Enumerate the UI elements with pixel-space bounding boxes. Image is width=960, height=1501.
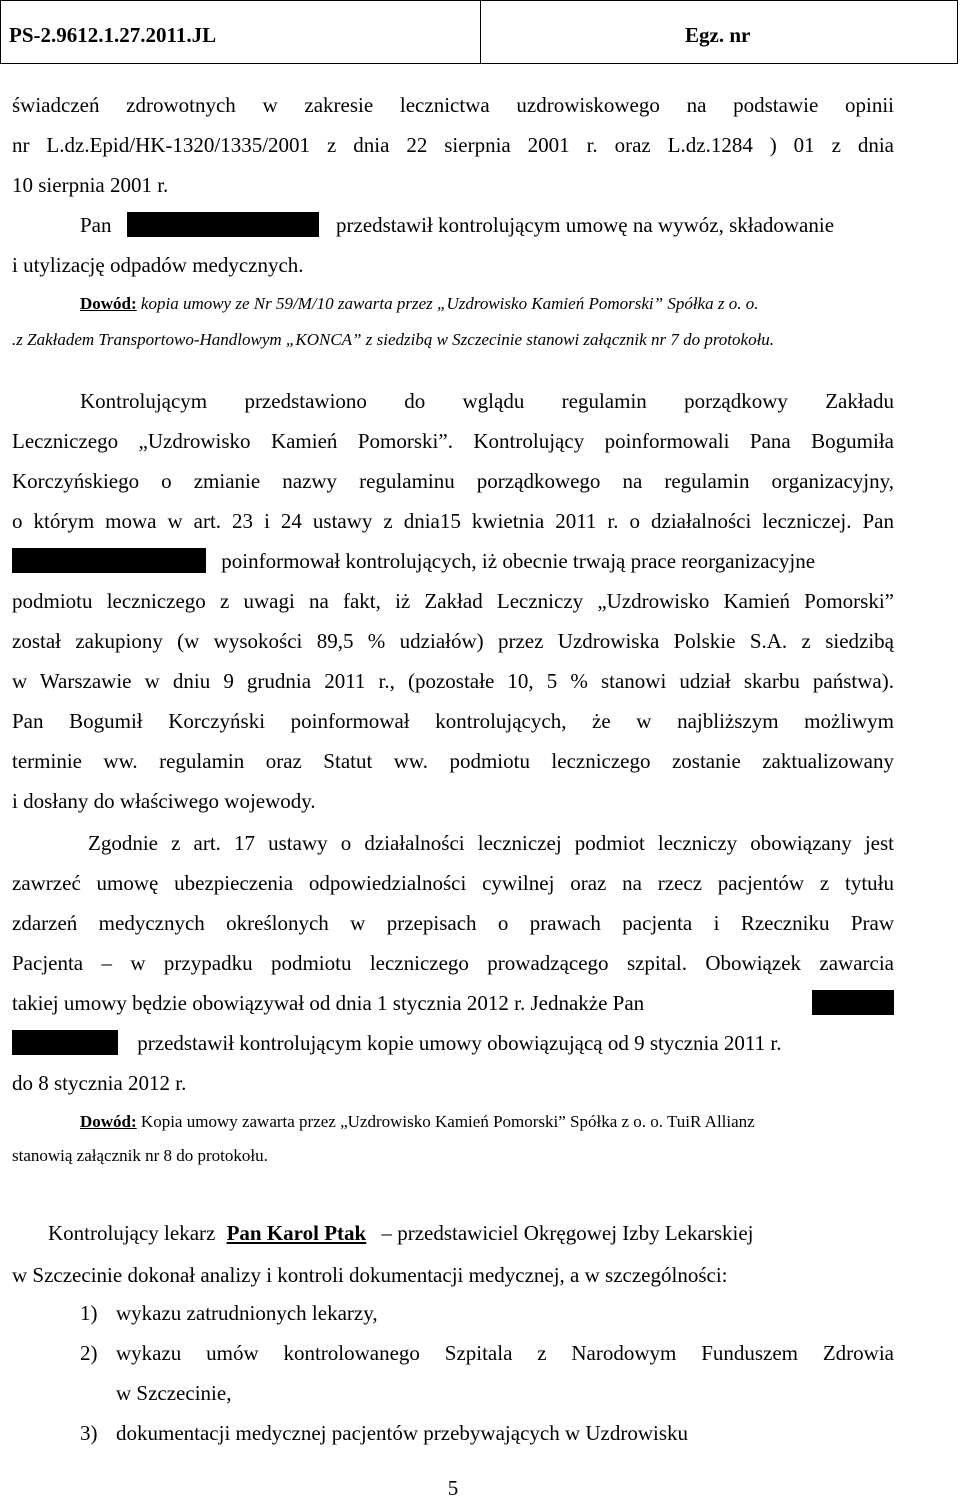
text-line: terminie ww. regulamin oraz Statut ww. podmiotu leczniczego zostanie zaktualizowany	[12, 749, 894, 773]
text-line	[12, 1030, 894, 1056]
text-line: i dosłany do właściwego wojewody.	[12, 789, 316, 813]
list-item: w Szczecinie,	[116, 1381, 232, 1405]
redaction-block	[127, 212, 319, 237]
text-line: Korczyńskiego o zmianie nazwy regulaminu porządkowego na regulamin organizacyjny,	[12, 469, 894, 493]
text-line: Kontrolującym przedstawiono do wglądu regulamin porządkowy Zakładu	[80, 389, 894, 413]
text-line: zdarzeń medycznych określonych w przepisach o prawach pacjenta i Rzeczniku Praw	[12, 911, 894, 935]
copy-number-label: Egz. nr	[685, 23, 751, 47]
text-line	[80, 212, 894, 238]
text-line: do 8 stycznia 2012 r.	[12, 1071, 187, 1095]
evidence-text: Kopia umowy zawarta przez „Uzdrowisko Kamień Pomorski” Spółka z o. o. TuiR Allianz	[140, 1112, 755, 1131]
list-number: 2)	[80, 1341, 98, 1365]
text-line	[12, 548, 894, 574]
page-number: 5	[447, 1476, 459, 1500]
evidence-text: kopia umowy ze Nr 59/M/10 zawarta przez „Uzdrowisko Kamień Pomorski” Spółka z o. o.	[140, 294, 759, 313]
text-line	[12, 990, 894, 1016]
text-line: w Warszawie w dniu 9 grudnia 2011 r., (pozostałe 10, 5 % stanowi udział skarbu państwa).	[12, 669, 894, 693]
text-segment: poinformował kontrolujących, iż obecnie trwają prace reorganizacyjne	[221, 549, 816, 573]
list-item: dokumentacji medycznej pacjentów przebywających w Uzdrowisku	[116, 1421, 689, 1445]
text-line: zawrzeć umowę ubezpieczenia odpowiedzialności cywilnej oraz na rzecz pacjentów z tytułu	[12, 871, 894, 895]
text-line: Leczniczego „Uzdrowisko Kamień Pomorski”. Kontrolujący poinformowali Pana Bogumiła	[12, 429, 894, 453]
list-number: 3)	[80, 1421, 98, 1445]
list-number: 1)	[80, 1301, 98, 1325]
text-line: w Szczecinie dokonał analizy i kontroli dokumentacji medycznej, a w szczególności:	[12, 1263, 728, 1287]
text-line: nr L.dz.Epid/HK-1320/1335/2001 z dnia 22 sierpnia 2001 r. oraz L.dz.1284 ) 01 z dnia	[12, 133, 894, 157]
evidence-label: Dowód:	[80, 294, 137, 313]
list-item: wykazu umów kontrolowanego Szpitala z Narodowym Funduszem Zdrowia	[116, 1341, 894, 1365]
text-line: został zakupiony (w wysokości 89,5 % udziałów) przez Uzdrowiska Polskie S.A. z siedzibą	[12, 629, 894, 653]
redaction-block	[12, 548, 206, 573]
text-line: 10 sierpnia 2001 r.	[12, 173, 169, 197]
text-line	[48, 1220, 894, 1246]
text-line: Pan Bogumił Korczyński poinformował kontrolujących, że w najbliższym możliwym	[12, 709, 894, 733]
list-item: wykazu zatrudnionych lekarzy,	[116, 1301, 378, 1325]
evidence-note	[80, 293, 894, 315]
text-line: o którym mowa w art. 23 i 24 ustawy z dnia15 kwietnia 2011 r. o działalności leczniczej. Pan	[12, 509, 894, 533]
text-line: Zgodnie z art. 17 ustawy o działalności leczniczej podmiot leczniczy obowiązany jest	[88, 831, 894, 855]
evidence-note: .z Zakładem Transportowo-Handlowym „KONCA” z siedzibą w Szczecinie stanowi załącznik nr 7 do protokołu.	[12, 330, 775, 349]
text-segment: – przedstawiciel Okręgowej Izby Lekarskiej	[381, 1221, 754, 1245]
text-line: Pacjenta – w przypadku podmiotu leczniczego prowadzącego szpital. Obowiązek zawarcia	[12, 951, 894, 975]
text-segment: Kontrolujący lekarz	[48, 1221, 216, 1245]
text-line: i utylizację odpadów medycznych.	[12, 253, 304, 277]
reference-number: PS-2.9612.1.27.2011.JL	[1, 1, 481, 63]
text-segment: przedstawił kontrolującym umowę na wywóz, składowanie	[336, 213, 835, 237]
evidence-note	[80, 1111, 894, 1133]
text-segment: takiej umowy będzie obowiązywał od dnia 1 stycznia 2012 r. Jednakże Pan	[12, 991, 645, 1015]
redaction-block	[12, 1030, 118, 1055]
redaction-block	[812, 990, 894, 1015]
text-line: świadczeń zdrowotnych w zakresie lecznictwa uzdrowiskowego na podstawie opinii	[12, 93, 894, 117]
text-segment: przedstawił kontrolującym kopie umowy obowiązującą od 9 stycznia 2011 r.	[137, 1031, 782, 1055]
evidence-note: stanowią załącznik nr 8 do protokołu.	[12, 1146, 268, 1165]
pan-label: Pan	[80, 213, 112, 237]
evidence-label: Dowód:	[80, 1112, 137, 1131]
text-line: podmiotu leczniczego z uwagi na fakt, iż Zakład Leczniczy „Uzdrowisko Kamień Pomorski”	[12, 589, 894, 613]
inspector-name: Pan Karol Ptak	[226, 1221, 367, 1245]
header-table	[0, 0, 958, 64]
